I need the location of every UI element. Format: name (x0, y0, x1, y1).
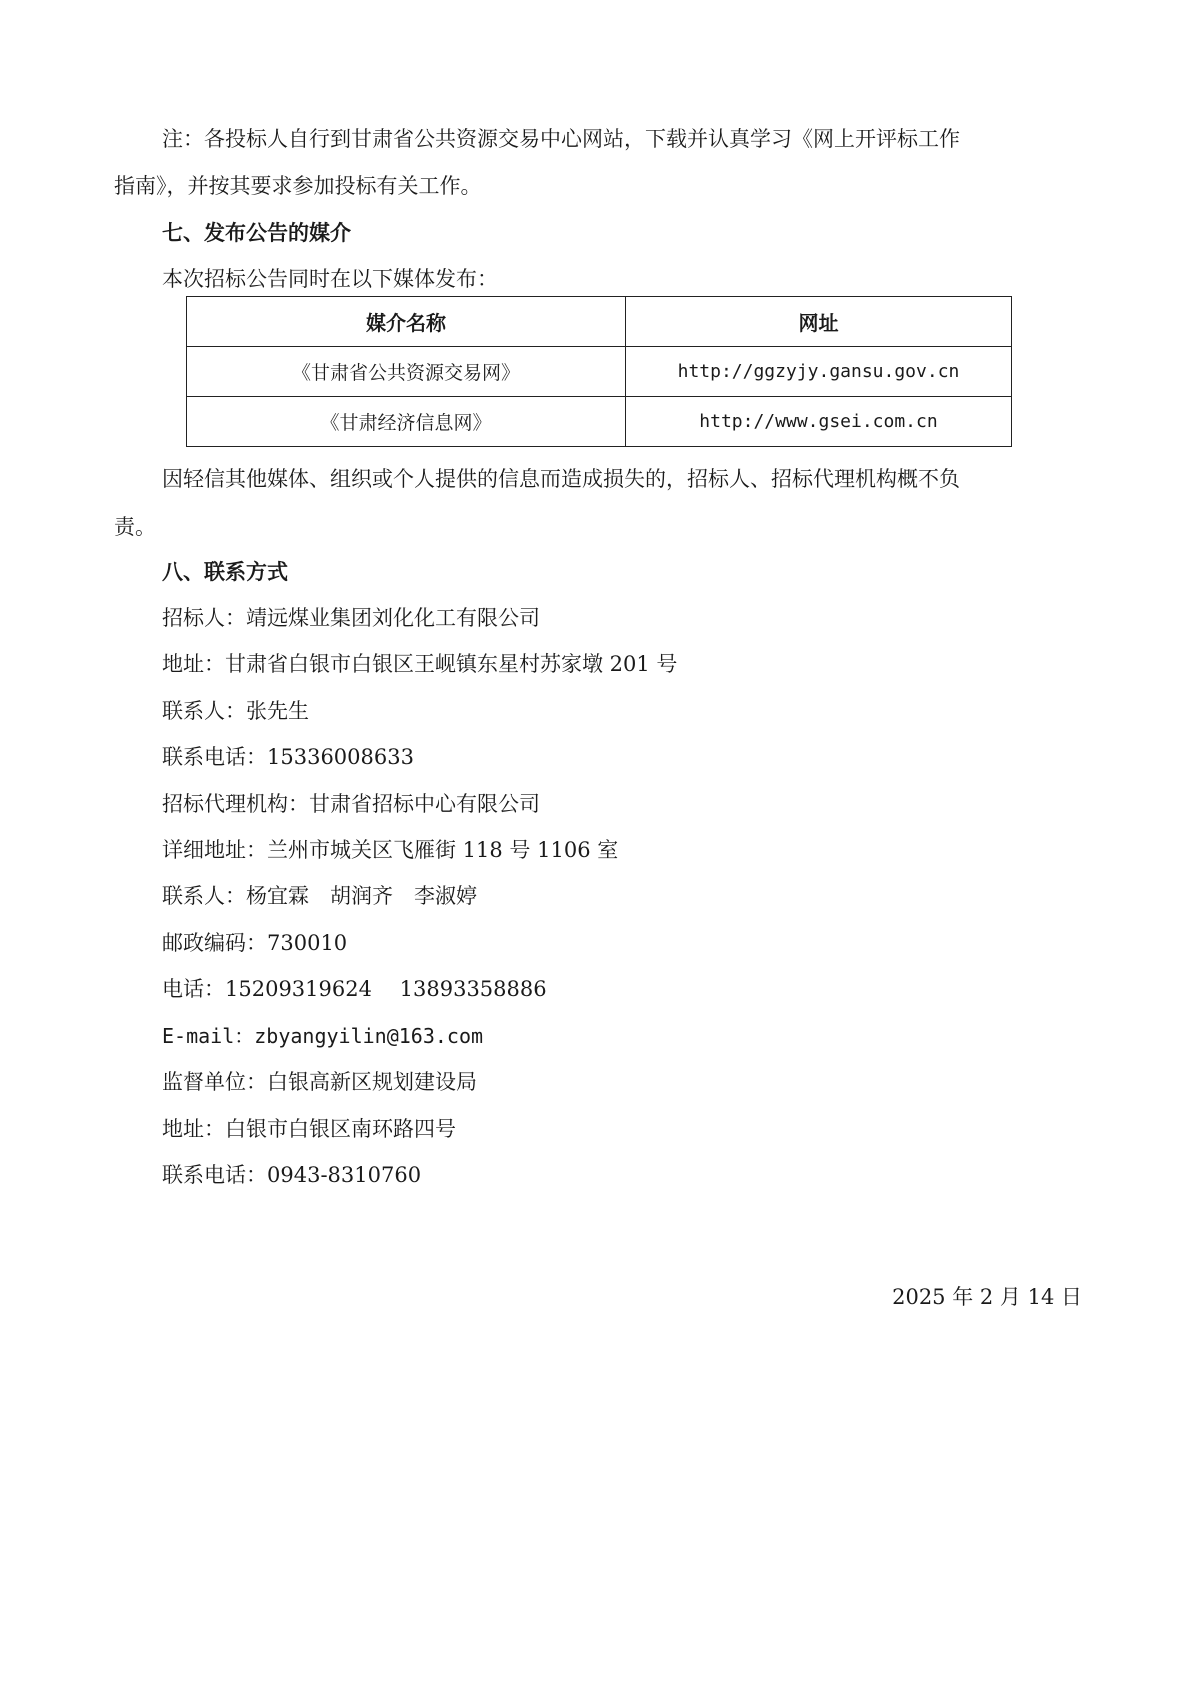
contact-line: 地址：白银市白银区南环路四号 (162, 1117, 456, 1141)
contact-line: 监督单位：白银高新区规划建设局 (162, 1070, 477, 1094)
contact-line: 联系电话：15336008633 (162, 745, 414, 769)
disclaimer-line-2: 责。 (114, 515, 156, 539)
note-line-2: 指南》，并按其要求参加投标有关工作。 (114, 174, 482, 198)
contact-email-line: E-mail：zbyangyilin@163.com (162, 1024, 484, 1048)
disclaimer-line-1: 因轻信其他媒体、组织或个人提供的信息而造成损失的，招标人、招标代理机构概不负 (162, 467, 960, 491)
contact-line: 地址：甘肃省白银市白银区王岘镇东星村苏家墩 201 号 (162, 652, 678, 676)
table-row (187, 347, 1012, 397)
document-date: 2025 年 2 月 14 日 (892, 1285, 1082, 1309)
header-media-name: 媒介名称 (187, 297, 626, 347)
contact-line: 招标人：靖远煤业集团刘化化工有限公司 (162, 606, 540, 630)
header-url: 网址 (626, 297, 1012, 347)
section-8-title: 八、联系方式 (162, 560, 288, 584)
url-cell: http://www.gsei.com.cn (626, 397, 1012, 447)
media-table (186, 296, 1012, 447)
note-line-1: 注：各投标人自行到甘肃省公共资源交易中心网站，下载并认真学习《网上开评标工作 (162, 127, 960, 151)
media-name-cell: 《甘肃经济信息网》 (187, 397, 626, 447)
section-7-intro: 本次招标公告同时在以下媒体发布： (162, 267, 498, 291)
media-name-cell: 《甘肃省公共资源交易网》 (187, 347, 626, 397)
contact-line: 电话：15209319624 13893358886 (162, 977, 547, 1001)
contact-line: 邮政编码：730010 (162, 931, 348, 955)
contact-line: 招标代理机构：甘肃省招标中心有限公司 (162, 792, 540, 816)
contact-line: 联系人：杨宜霖 胡润齐 李淑婷 (162, 884, 477, 908)
table-row (187, 397, 1012, 447)
contact-line: 详细地址：兰州市城关区飞雁街 118 号 1106 室 (162, 838, 619, 862)
section-7-title: 七、发布公告的媒介 (162, 221, 351, 245)
contact-line: 联系电话：0943-8310760 (162, 1163, 422, 1187)
contact-line: 联系人：张先生 (162, 699, 309, 723)
url-cell: http://ggzyjy.gansu.gov.cn (626, 347, 1012, 397)
table-header-row (187, 297, 1012, 347)
